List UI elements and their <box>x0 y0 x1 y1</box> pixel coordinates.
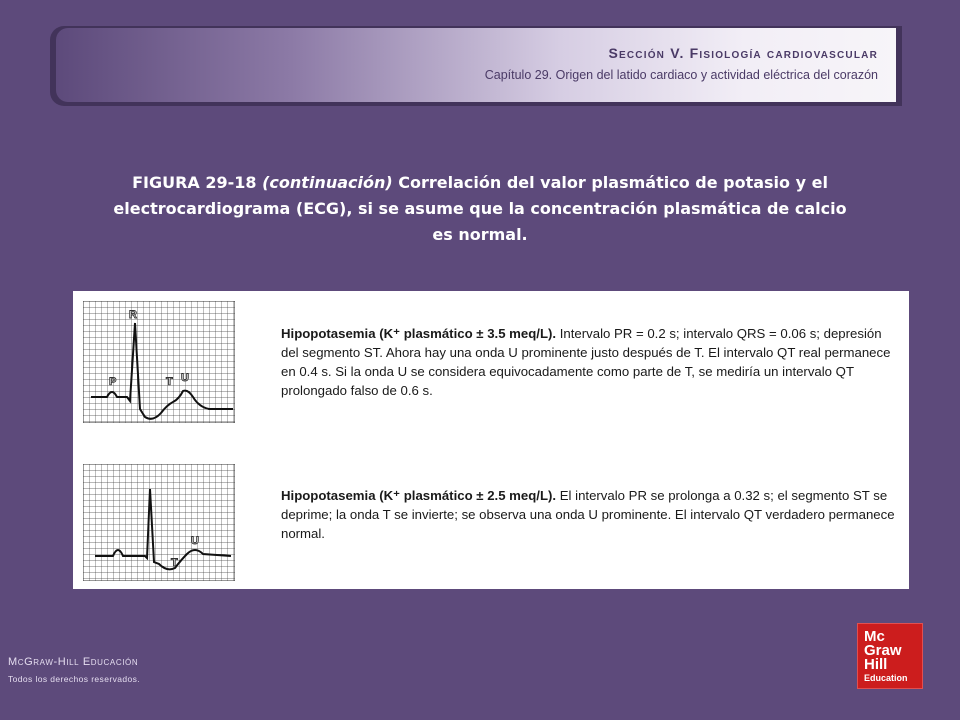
ecg-strip-hypokalemia-3-5 <box>83 301 235 423</box>
logo-line-2: Graw <box>864 642 902 659</box>
logo-line-3: Hill <box>864 656 888 673</box>
figure-caption-text: Correlación del valor plasmático de potasio y el electrocardiograma (ECG), si se asume que la concentración plasmática de calcio es normal. <box>113 173 847 244</box>
section-title: Sección V. Fisiología cardiovascular <box>608 45 878 61</box>
figure-caption <box>112 170 848 248</box>
ecg1-label-r: R <box>129 309 137 321</box>
logo-line-4: Education <box>864 673 908 683</box>
ecg2-label-t: T <box>171 557 178 569</box>
mcgraw-hill-logo <box>857 623 923 689</box>
panel-1-description <box>281 324 901 400</box>
figure-continuation: (continuación) <box>262 173 393 192</box>
logo-line-1: Mc <box>864 628 885 645</box>
panel-1-title: Hipopotasemia (K⁺ plasmático ± 3.5 meq/L). <box>281 326 557 341</box>
figure-label: FIGURA 29-18 <box>132 173 257 192</box>
header-banner <box>56 28 896 102</box>
ecg1-label-u: U <box>181 372 189 384</box>
panel-2-title: Hipopotasemia (K⁺ plasmático ± 2.5 meq/L). <box>281 488 557 503</box>
ecg2-label-u: U <box>191 535 199 547</box>
ecg1-label-p: P <box>109 376 117 388</box>
publisher-name: McGraw-Hill Educación <box>8 656 139 668</box>
ecg1-label-t: T <box>166 376 173 388</box>
panel-1-body: Intervalo PR = 0.2 s; intervalo QRS = 0.06 s; depresión del segmento ST. Ahora hay una onda U prominente justo después de T. El intervalo QT real permanece en 0.4 s. Si la onda U se considera equivocadamente como parte de T, se mediría un intervalo QT prolongado falso de 0.6 s. <box>281 326 891 398</box>
figure-panel <box>73 291 909 589</box>
ecg-strip-hypokalemia-2-5 <box>83 464 235 581</box>
panel-2-body: El intervalo PR se prolonga a 0.32 s; el segmento ST se deprime; la onda T se invierte; se observa una onda U prominente. El intervalo QT verdadero permanece normal. <box>281 488 895 541</box>
chapter-title: Capítulo 29. Origen del latido cardiaco y actividad eléctrica del corazón <box>484 68 878 82</box>
panel-2-description <box>281 486 901 543</box>
rights-notice: Todos los derechos reservados. <box>8 674 141 684</box>
